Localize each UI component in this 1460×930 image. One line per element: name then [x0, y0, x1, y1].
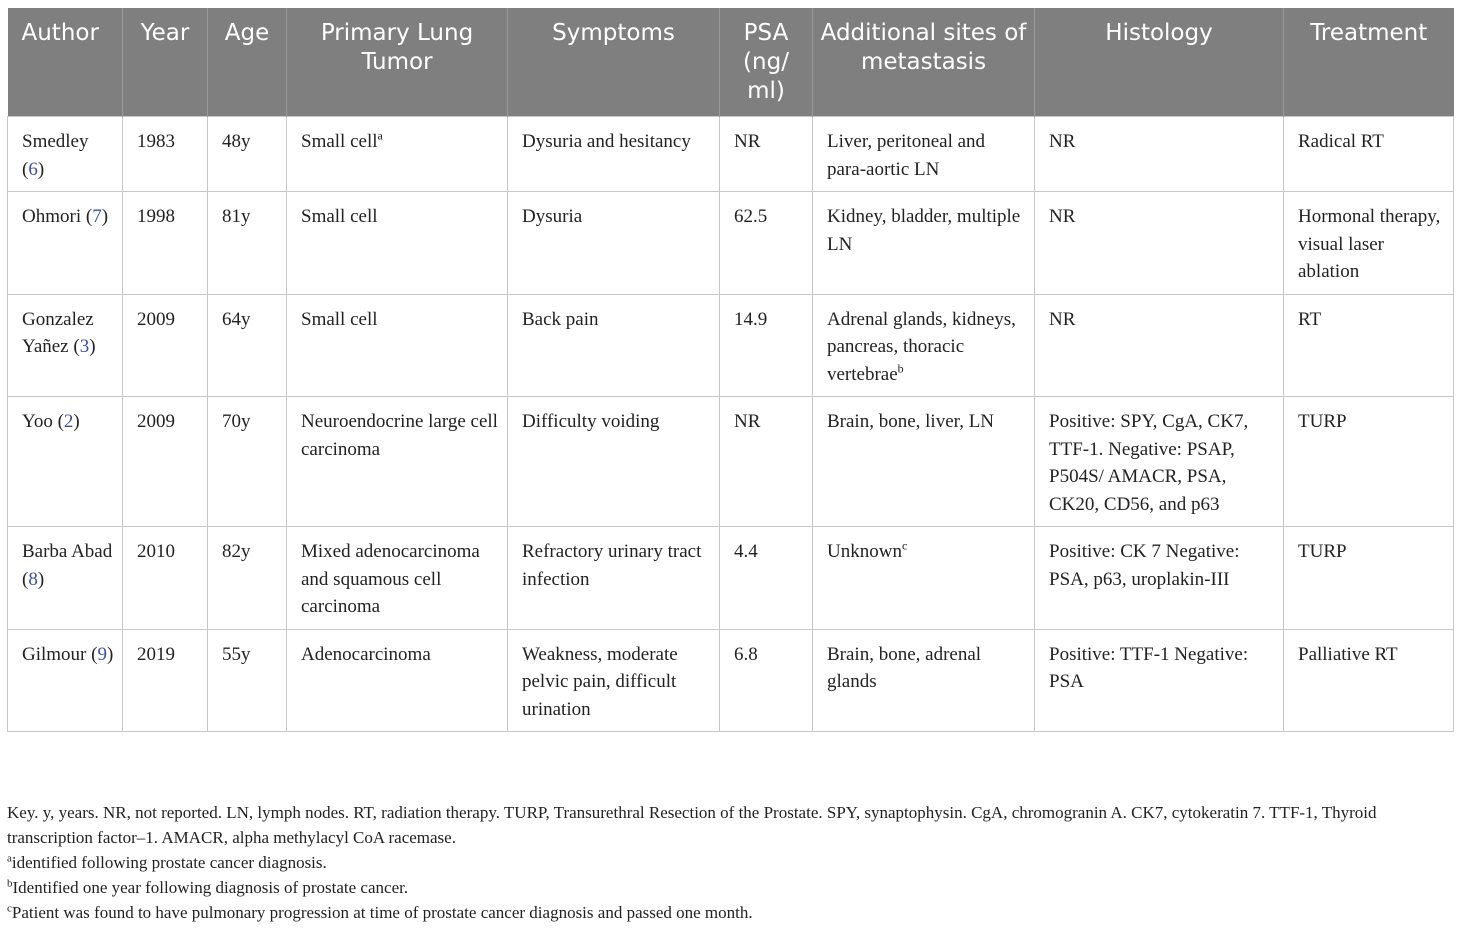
cell-sites [813, 294, 1035, 397]
tumor-text: Small cell [301, 131, 378, 152]
cell-author: Smedley (6) [8, 117, 123, 192]
cell-symptoms: Dysuria and hesitancy [508, 117, 720, 192]
table-row [8, 294, 1454, 397]
col-header-age: Age [208, 8, 287, 117]
author-name: Yoo [22, 411, 53, 432]
footnote-mark: a [7, 852, 12, 865]
cell-symptoms: Weakness, moderate pelvic pain, difficult urination [508, 629, 720, 732]
tumor-text: Small cell [301, 308, 378, 330]
cell-histology: Positive: TTF-1 Negative: PSA [1035, 629, 1284, 732]
table-row [8, 397, 1454, 527]
table-container [7, 8, 1453, 732]
cell-age: 64y [208, 294, 287, 397]
cell-histology: NR [1035, 192, 1284, 295]
sites-text: Brain, bone, adrenal glands [827, 643, 982, 692]
col-header-psa: PSA (ng/ ml) [720, 8, 813, 117]
reference-link[interactable]: 9 [97, 643, 107, 665]
sites-text: Liver, peritoneal and para-aortic LN [827, 131, 986, 180]
cell-age: 81y [208, 192, 287, 295]
cell-age: 82y [208, 527, 287, 630]
tumor-text: Small cell [301, 206, 378, 227]
cell-year: 1998 [123, 192, 208, 295]
cell-author: Gonzalez Yañez (3) [8, 294, 123, 397]
reference-link[interactable]: 3 [79, 336, 90, 357]
cell-year: 2009 [123, 294, 208, 397]
table-row [8, 629, 1454, 732]
case-table [7, 8, 1454, 732]
table-row [8, 192, 1454, 295]
col-header-year: Year [123, 8, 208, 117]
cell-tumor [287, 294, 508, 397]
cell-psa: NR [720, 397, 813, 527]
cell-symptoms: Refractory urinary tract infection [508, 527, 720, 630]
author-name: Gonzalez Yañez [22, 308, 94, 357]
cell-histology: NR [1035, 117, 1284, 192]
reference-link[interactable]: 6 [28, 158, 38, 180]
cell-author: Barba Abad (8) [8, 527, 123, 630]
cell-author: Yoo (2) [8, 397, 123, 527]
cell-tumor [287, 192, 508, 295]
tumor-text: Adenocarcinoma [301, 643, 431, 665]
footnote-mark: b [7, 877, 13, 890]
cell-treatment: TURP [1284, 527, 1454, 630]
cell-histology: Positive: SPY, CgA, CK7, TTF-1. Negative: PSAP, P504S/ AMACR, PSA, CK20, CD56, and p63 [1035, 397, 1284, 527]
header-row [8, 8, 1454, 117]
col-header-histology: Histology [1035, 8, 1284, 117]
table-row [8, 527, 1454, 630]
table-footnotes [7, 800, 1453, 925]
footnote-b [7, 875, 1453, 900]
cell-sites [813, 192, 1035, 295]
sites-text: Brain, bone, liver, LN [827, 411, 995, 432]
footnote-text: identified following prostate cancer diagnosis. [11, 853, 327, 872]
cell-sites [813, 629, 1035, 732]
cell-age: 48y [208, 117, 287, 192]
cell-treatment: Hormonal therapy, visual laser ablation [1284, 192, 1454, 295]
cell-psa: NR [720, 117, 813, 192]
cell-tumor [287, 397, 508, 527]
cell-histology: Positive: CK 7 Negative: PSA, p63, uroplakin-III [1035, 527, 1284, 630]
cell-sites [813, 397, 1035, 527]
col-header-author: Author [8, 8, 123, 117]
cell-year: 2019 [123, 629, 208, 732]
footnote-mark: c [7, 902, 12, 915]
footnote-key: Key. y, years. NR, not reported. LN, lymph nodes. RT, radiation therapy. TURP, Transurethral Resection of the Prostate. SPY, synaptophysin. CgA, chromogranin A. CK7, cytokeratin 7. TTF-1, Thyroid transcription factor–1. AMACR, alpha methylacyl CoA racemase. [7, 803, 1377, 847]
cell-psa: 6.8 [720, 629, 813, 732]
sites-text: Kidney, bladder, multiple LN [827, 206, 1021, 255]
cell-tumor [287, 527, 508, 630]
footnote-text: Patient was found to have pulmonary progression at time of prostate cancer diagnosis and passed one month. [11, 903, 753, 922]
col-header-treatment: Treatment [1284, 8, 1454, 117]
cell-psa: 4.4 [720, 527, 813, 630]
cell-tumor [287, 117, 508, 192]
author-name: Gilmour [22, 643, 87, 665]
cell-symptoms: Dysuria [508, 192, 720, 295]
col-header-tumor: Primary Lung Tumor [287, 8, 508, 117]
cell-author: Ohmori (7) [8, 192, 123, 295]
reference-link[interactable]: 7 [92, 206, 102, 227]
author-name: Ohmori [22, 206, 82, 227]
cell-year: 2009 [123, 397, 208, 527]
footnote-a [7, 850, 1453, 875]
cell-year: 1983 [123, 117, 208, 192]
footnote-mark: b [897, 361, 904, 376]
author-name: Barba Abad [22, 541, 113, 562]
reference-link[interactable]: 2 [63, 411, 74, 432]
table-row [8, 117, 1454, 192]
author-name: Smedley [22, 131, 89, 152]
cell-symptoms: Difficulty voiding [508, 397, 720, 527]
cell-sites [813, 527, 1035, 630]
cell-sites [813, 117, 1035, 192]
col-header-sites: Additional sites of metastasis [813, 8, 1035, 117]
footnote-c [7, 900, 1453, 925]
cell-age: 55y [208, 629, 287, 732]
cell-age: 70y [208, 397, 287, 527]
cell-psa: 14.9 [720, 294, 813, 397]
tumor-text: Neuroendocrine large cell carcinoma [301, 411, 498, 460]
footnote-text: Identified one year following diagnosis of prostate cancer. [12, 878, 409, 897]
sites-text: Unknown [827, 541, 902, 562]
cell-year: 2010 [123, 527, 208, 630]
cell-treatment: Palliative RT [1284, 629, 1454, 732]
cell-tumor [287, 629, 508, 732]
sites-text: Adrenal glands, kidneys, pancreas, thoracic vertebrae [827, 308, 1016, 385]
cell-author: Gilmour (9) [8, 629, 123, 732]
cell-histology: NR [1035, 294, 1284, 397]
cell-symptoms: Back pain [508, 294, 720, 397]
footnote-mark: a [377, 128, 383, 143]
cell-psa: 62.5 [720, 192, 813, 295]
cell-treatment: RT [1284, 294, 1454, 397]
tumor-text: Mixed adenocarcinoma and squamous cell carcinoma [301, 541, 480, 617]
cell-treatment: Radical RT [1284, 117, 1454, 192]
col-header-symptoms: Symptoms [508, 8, 720, 117]
reference-link[interactable]: 8 [28, 568, 38, 590]
footnote-mark: c [901, 538, 908, 553]
cell-treatment: TURP [1284, 397, 1454, 527]
